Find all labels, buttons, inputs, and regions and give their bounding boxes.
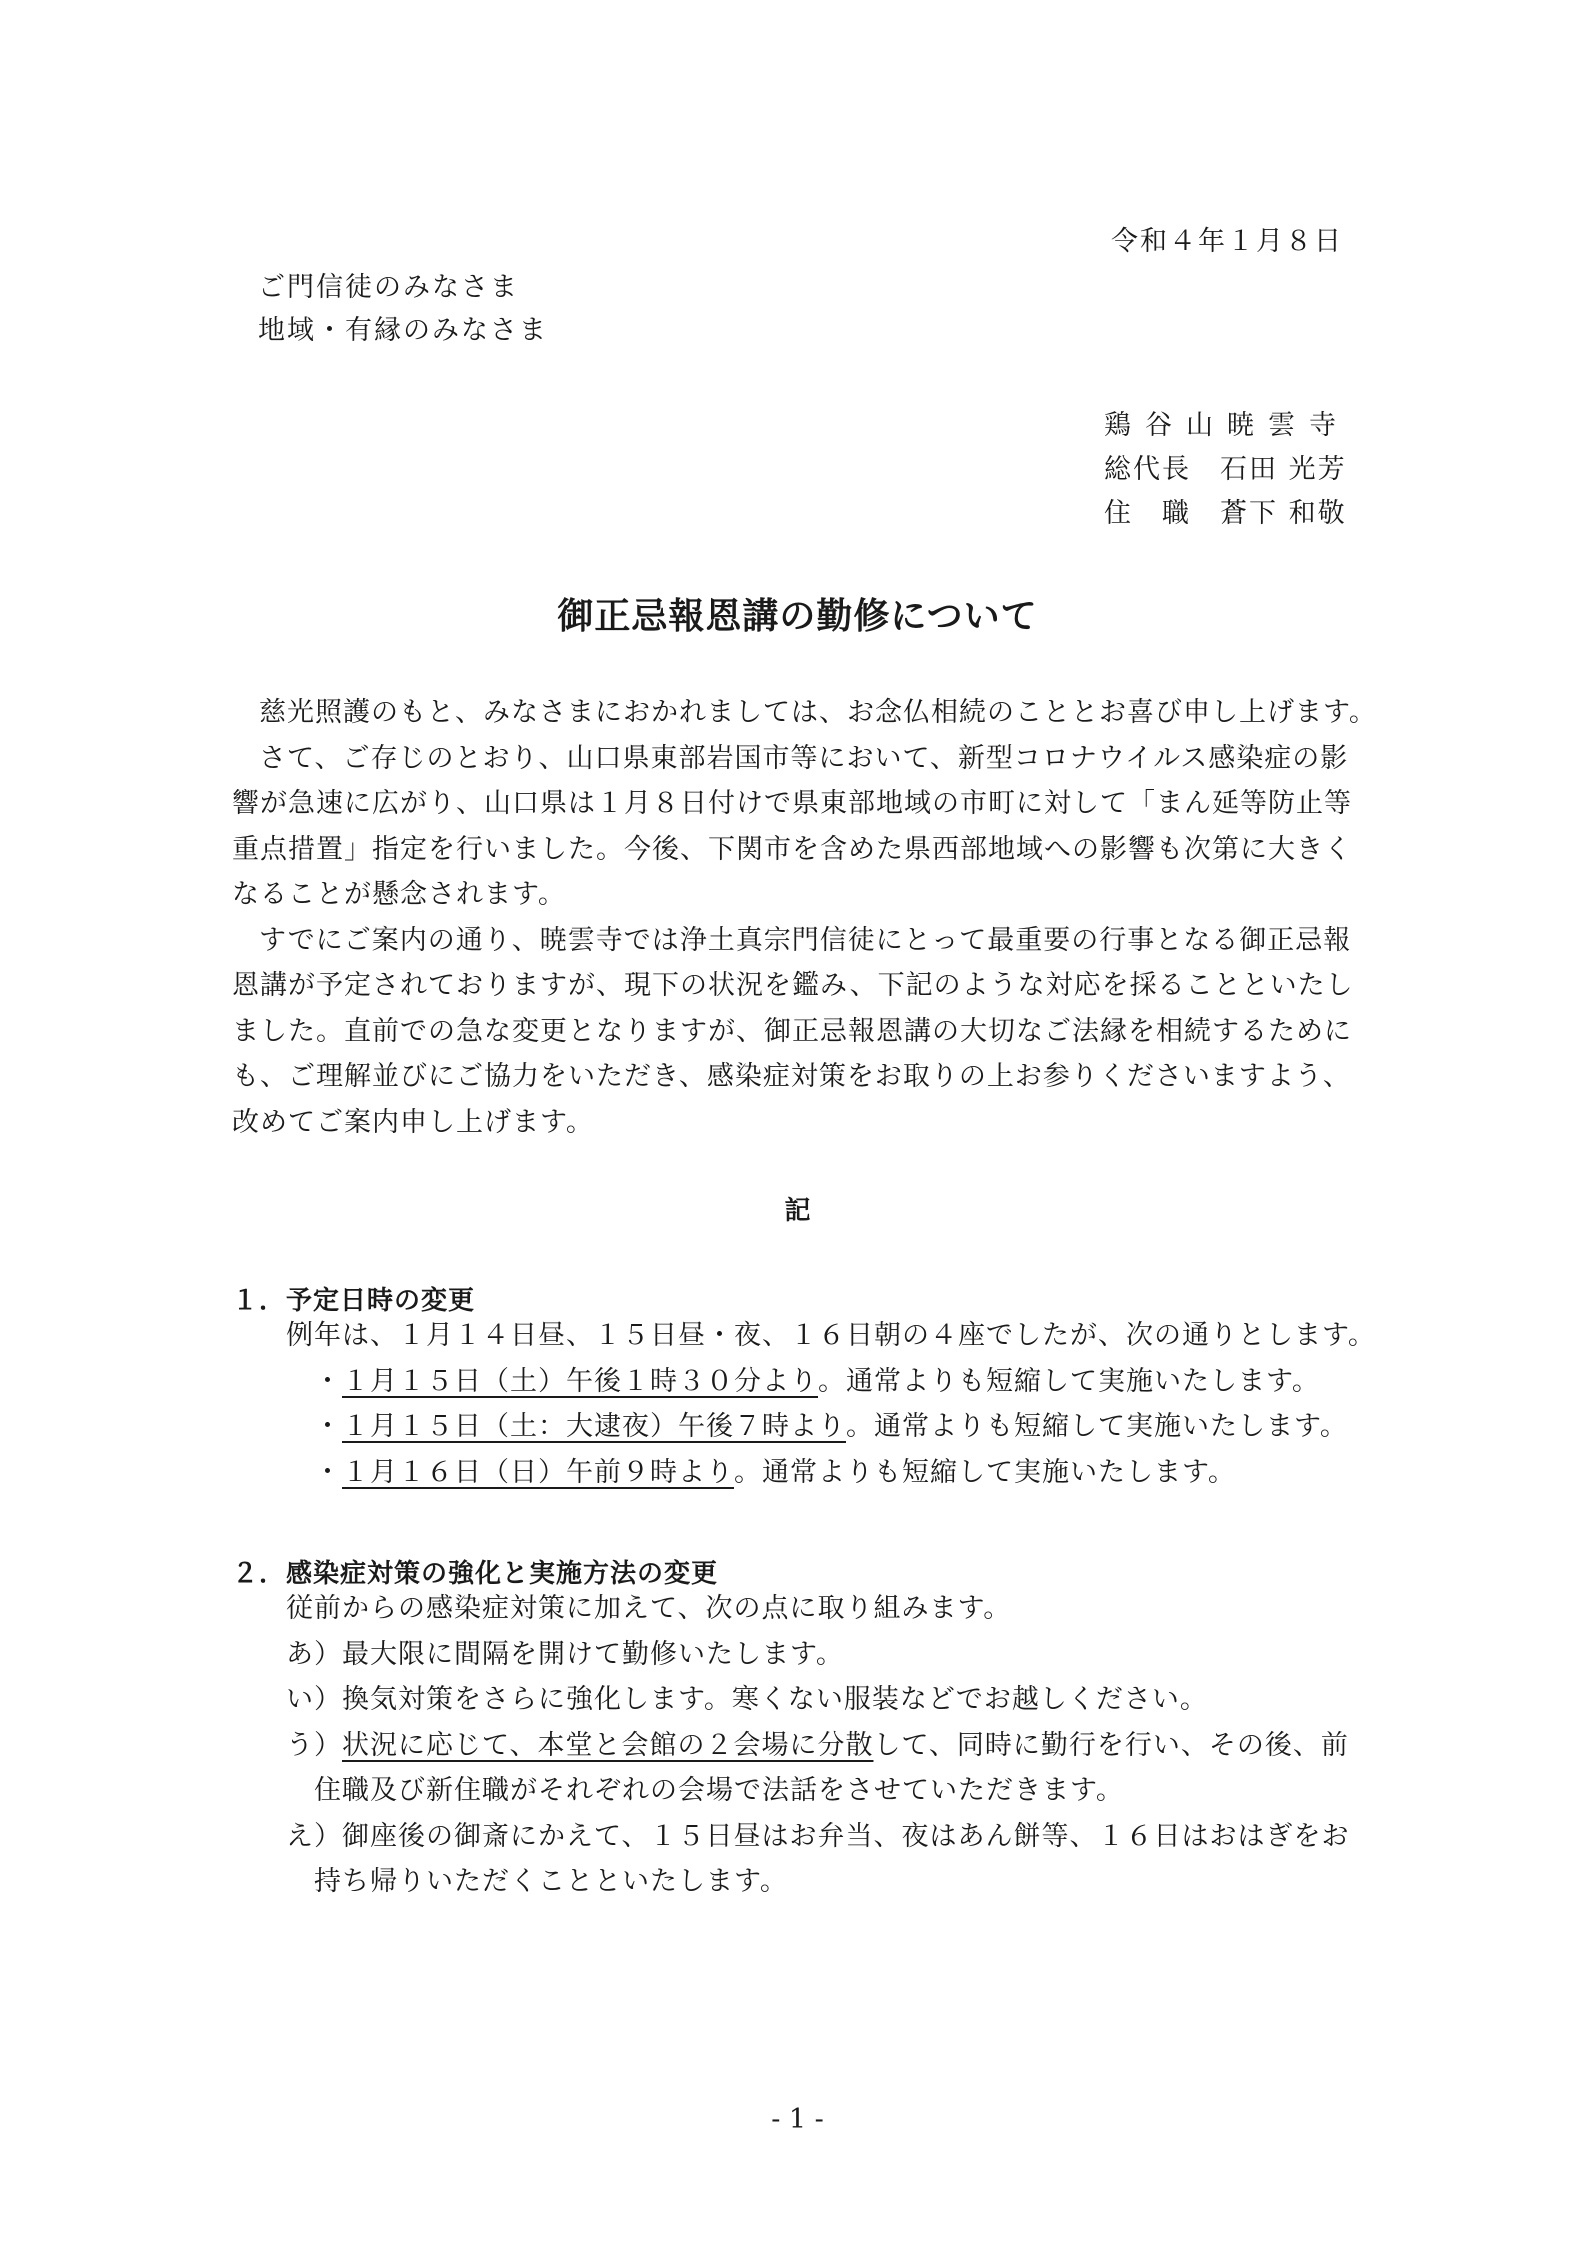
section-2-heading: ２．感染症対策の強化と実施方法の変更 <box>232 1559 719 1589</box>
body-line: 慈光照護のもと、みなさまにおかれましては、お念仏相続のこととお喜び申し上げます。 <box>259 697 1377 728</box>
schedule-item <box>286 1450 1386 1496</box>
body-line: も、ご理解並びにご協力をいただき、感染症対策をお取りの上お参りくださいますよう、 <box>232 1061 1351 1092</box>
section-1-list <box>286 1313 1386 1495</box>
measure-prefix: う） <box>286 1729 342 1761</box>
body-line: ました。直前での急な変更となりますが、御正忌報恩講の大切なご法縁を相続するために <box>232 1015 1352 1047</box>
schedule-note: 。通常よりも短縮して実施いたします。 <box>818 1365 1320 1397</box>
measure-item-e-cont: 持ち帰りいただくことといたします。 <box>314 1866 788 1897</box>
ki-heading: 記 <box>784 1196 811 1226</box>
addressee-members: ご門信徒のみなさま <box>258 272 519 303</box>
sender-temple: 鶏谷山暁雲寺 <box>1104 410 1350 441</box>
body-line: 改めてご案内申し上げます。 <box>232 1106 594 1138</box>
bullet: ・ <box>314 1456 342 1488</box>
bullet: ・ <box>314 1365 342 1397</box>
body-line: さて、ご存じのとおり、山口県東部岩国市等において、新型コロナウイルス感染症の影 <box>259 742 1349 774</box>
body-text <box>232 690 1377 1145</box>
section-1-intro: 例年は、１月１４日昼、１５日昼・夜、１６日朝の４座でしたが、次の通りとします。 <box>286 1320 1376 1351</box>
measure-item-a: あ）最大限に間隔を開けて勤修いたします。 <box>286 1638 844 1670</box>
document-date: 令和４年１月８日 <box>1111 226 1343 257</box>
body-line: 恩講が予定されておりますが、現下の状況を鑑み、下記のような対応を採ることといたし <box>232 970 1354 1001</box>
sender-priest: 住 職 蒼下 和敬 <box>1104 498 1347 529</box>
section-2-list <box>286 1586 1386 1905</box>
measure-item-u-cont: 住職及び新住職がそれぞれの会場で法話をさせていただきます。 <box>314 1775 1124 1806</box>
page-number: - 1 - <box>771 2104 824 2135</box>
schedule-note: 。通常よりも短縮して実施いたします。 <box>846 1411 1348 1442</box>
body-line: 響が急速に広がり、山口県は１月８日付けで県東部地域の市町に対して「まん延等防止等 <box>232 788 1352 819</box>
schedule-time: １月１６日（日）午前９時より <box>342 1456 734 1488</box>
bullet: ・ <box>314 1411 342 1442</box>
body-line: すでにご案内の通り、暁雲寺では浄土真宗門信徒にとって最重要の行事となる御正忌報 <box>259 924 1352 956</box>
measure-item-e: え）御座後の御斎にかえて、１５日昼はお弁当、夜はあん餅等、１６日はおはぎをお <box>286 1820 1350 1852</box>
body-line: なることが懸念されます。 <box>232 879 566 910</box>
addressee-community: 地域・有縁のみなさま <box>258 315 548 346</box>
schedule-time: １月１５日（土）午後１時３０分より <box>342 1365 818 1397</box>
document-title: 御正忌報恩講の勤修について <box>557 596 1038 637</box>
measure-rest: して、同時に勤行を行い、その後、前 <box>873 1729 1349 1761</box>
body-line: 重点措置」指定を行いました。今後、下関市を含めた県西部地域への影響も次第に大きく <box>232 833 1352 865</box>
section-1-heading: １．予定日時の変更 <box>232 1286 476 1316</box>
sender-representative: 総代長 石田 光芳 <box>1104 454 1347 485</box>
schedule-item <box>286 1404 1386 1450</box>
measure-item-i: い）換気対策をさらに強化します。寒くない服装などでお越しください。 <box>286 1684 1208 1715</box>
measure-item-u <box>286 1723 1386 1769</box>
measure-underlined: 状況に応じて、本堂と会館の２会場に分散 <box>342 1729 874 1761</box>
schedule-item <box>286 1359 1386 1405</box>
section-2-intro: 従前からの感染症対策に加えて、次の点に取り組みます。 <box>286 1593 1012 1624</box>
schedule-note: 。通常よりも短縮して実施いたします。 <box>734 1456 1236 1488</box>
schedule-time: １月１５日（土：大逮夜）午後７時より <box>342 1411 846 1442</box>
